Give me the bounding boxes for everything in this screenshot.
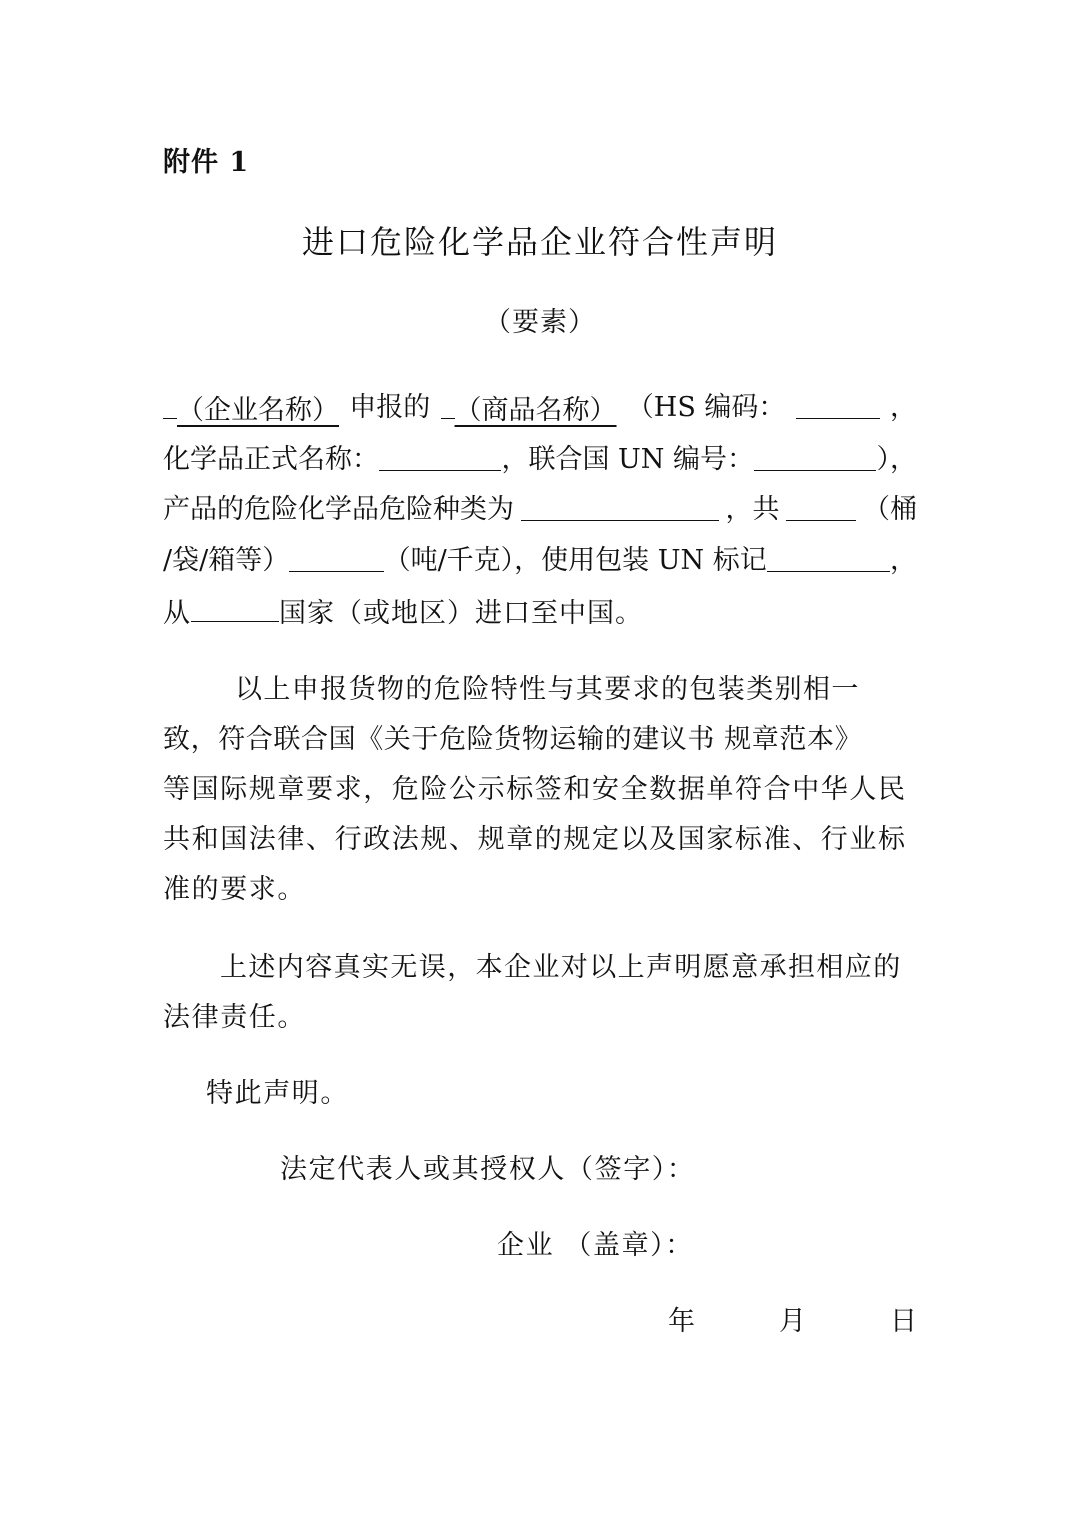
line-end-paren: ）， (876, 444, 917, 475)
date-line (668, 1302, 918, 1342)
packaging-un-mark-label: （吨/千克），使用包装 UN 标记 (383, 545, 767, 576)
un-number-blank (754, 440, 876, 471)
responsibility-line-1: 上述内容真实无误，本企业对以上声明愿意承担相应的 (220, 952, 902, 983)
from-label: 从 (163, 598, 191, 629)
chemical-name-blank (379, 440, 501, 471)
representative-signature-label: 法定代表人或其授权人（签字）： (280, 1154, 696, 1185)
declaration-line-4 (163, 541, 917, 581)
compliance-line-3: 等国际规章要求，危险公示标签和安全数据单符合中华人民 (163, 774, 907, 805)
responsibility-line-2: 法律责任。 (163, 1002, 306, 1033)
declaration-line-5 (163, 591, 643, 634)
quantity-blank (786, 490, 856, 521)
hazard-category-label: 产品的危险化学品危险种类为 (163, 494, 514, 525)
compliance-line-4: 共和国法律、行政法规、规章的规定以及国家标准、行业标 (163, 824, 907, 855)
un-number-label: ，联合国 UN 编号： (501, 444, 755, 475)
company-name-field: （企业名称） (163, 388, 339, 431)
goods-name-field: （商品名称） (441, 388, 617, 431)
document-subtitle: （要素） (484, 307, 596, 338)
document-title: 进口危险化学品企业符合性声明 (301, 223, 778, 261)
declaration-line-3 (163, 490, 917, 530)
hs-code-blank (796, 388, 880, 419)
declared-by-text: 申报的 (349, 392, 431, 423)
line-end-comma: ， (889, 392, 917, 423)
weight-blank (289, 541, 383, 572)
chemical-name-label: 化学品正式名称： (163, 444, 379, 475)
origin-country-text: 国家（或地区）进口至中国。 (279, 598, 643, 629)
closing-statement: 特此声明。 (206, 1078, 349, 1109)
hs-code-label: （HS 编码： (626, 392, 786, 423)
packaging-un-mark-blank (767, 541, 890, 572)
company-seal-label: 企业 （盖章）： (497, 1230, 694, 1261)
quantity-label: ，共 (725, 494, 780, 525)
compliance-line-2: 致，符合联合国《关于危险货物运输的建议书 规章范本》 (163, 724, 863, 755)
declaration-line-2 (163, 440, 917, 480)
date-month: 月 (779, 1306, 807, 1337)
declaration-line-1 (163, 388, 917, 431)
compliance-line-5: 准的要求。 (163, 874, 306, 905)
hazard-category-blank (521, 490, 719, 521)
line-end-comma: ， (890, 545, 917, 576)
annex-label: 附件 1 (163, 147, 250, 178)
compliance-line-1: 以上申报货物的危险特性与其要求的包装类别相一 (235, 674, 860, 705)
origin-country-blank (191, 591, 279, 622)
unit-open: （桶 (863, 494, 917, 525)
date-day: 日 (890, 1306, 918, 1337)
package-type-text: /袋/箱等） (163, 545, 290, 576)
date-year: 年 (668, 1306, 696, 1337)
